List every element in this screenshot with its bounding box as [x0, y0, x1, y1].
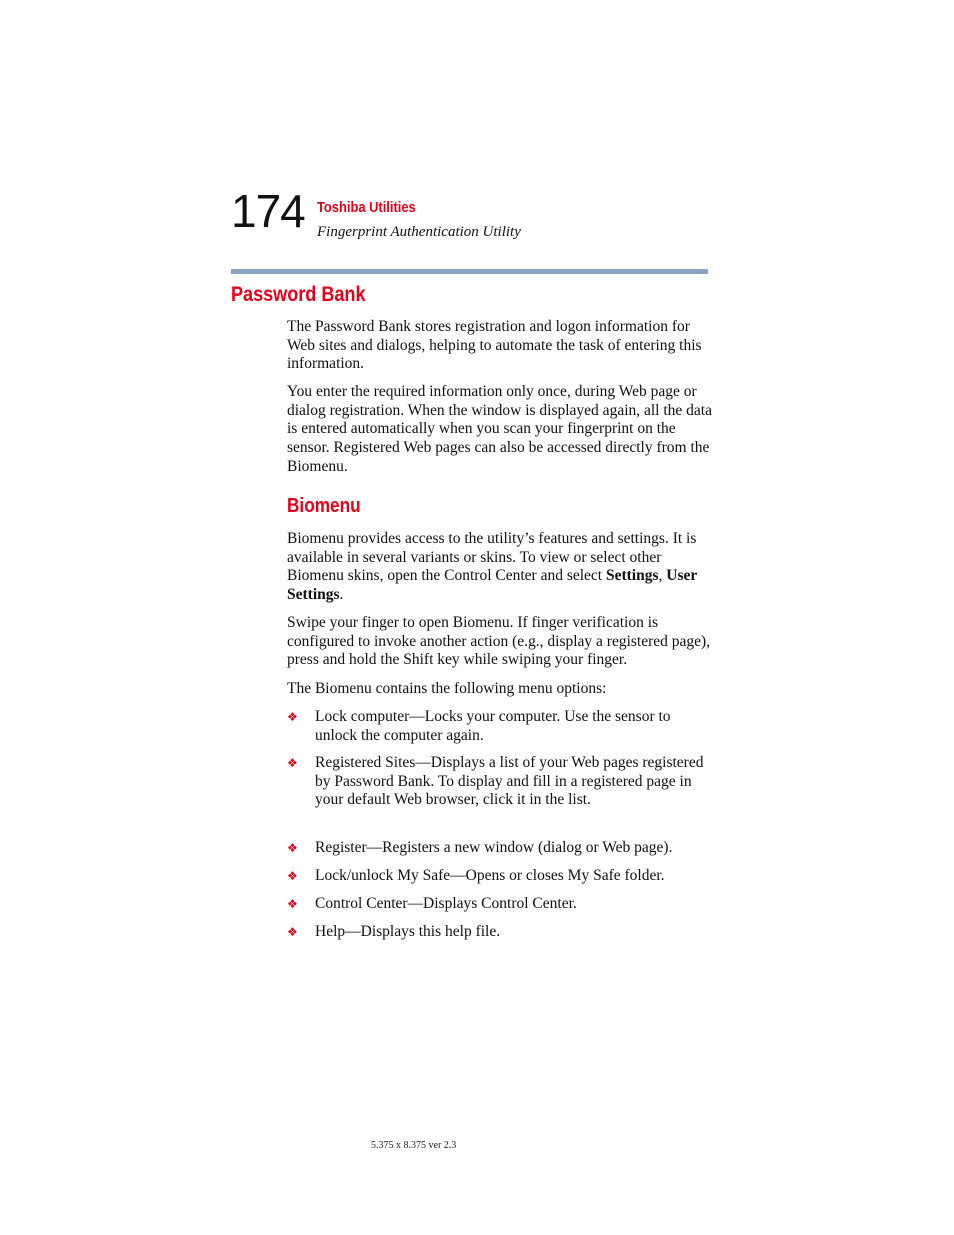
paragraph-text: The Biomenu contains the following menu options: [287, 680, 607, 697]
diamond-bullet-icon: ❖ [287, 897, 298, 911]
list-item-text: Control Center—Displays Control Center. [315, 895, 577, 912]
list-item [287, 923, 712, 942]
page-number: 174 [231, 185, 305, 237]
biomenu-paragraph-3 [287, 680, 712, 699]
paragraph-text: You enter the required information only once, during Web page or dialog registration. When the window is displayed again, all the data is entered automatically when you scan your fingerprint on the sensor. Registered Web pages can also be accessed directly from the Biomenu. [287, 383, 712, 475]
chapter-title: Toshiba Utilities [317, 199, 416, 216]
header-rule [231, 269, 708, 274]
list-item [287, 708, 712, 745]
biomenu-heading: Biomenu [287, 495, 361, 517]
page-footer: 5.375 x 8.375 ver 2.3 [371, 1140, 457, 1151]
list-item [287, 754, 712, 810]
biomenu-paragraph-1 [287, 530, 712, 605]
settings-term: Settings [605, 567, 659, 585]
biomenu-paragraph-2 [287, 614, 712, 670]
password-bank-heading: Password Bank [231, 283, 366, 306]
list-item [287, 895, 712, 914]
diamond-bullet-icon: ❖ [287, 756, 298, 770]
paragraph-body: Biomenu provides access to the utility’s features and settings. It is available in several variants or skins. To view or select other Biomenu skins, open the Control Center and select [287, 530, 697, 585]
diamond-bullet-icon: ❖ [287, 710, 298, 724]
list-item [287, 867, 712, 886]
paragraph-text: The Password Bank stores registration and logon information for Web sites and dialogs, helping to automate the task of entering this information. [287, 318, 702, 373]
list-item-text: Help—Displays this help file. [315, 923, 501, 940]
user-settings-term: User Settings [287, 567, 697, 604]
list-item [287, 839, 712, 858]
separator: , [658, 567, 667, 585]
diamond-bullet-icon: ❖ [287, 869, 298, 883]
list-item-text: Registered Sites—Displays a list of your Web pages registered by Password Bank. To display and fill in a registered page in your default Web browser, click it in the list. [315, 754, 704, 809]
diamond-bullet-icon: ❖ [287, 925, 298, 939]
password-bank-paragraph-1 [287, 318, 712, 374]
list-item-text: Lock/unlock My Safe—Opens or closes My Safe folder. [315, 867, 665, 884]
paragraph-text [287, 530, 712, 605]
section-subtitle: Fingerprint Authentication Utility [317, 224, 521, 240]
list-item-text: Register—Registers a new window (dialog or Web page). [315, 839, 673, 856]
diamond-bullet-icon: ❖ [287, 841, 298, 855]
list-item-text: Lock computer—Locks your computer. Use the sensor to unlock the computer again. [315, 708, 671, 744]
paragraph-text: Swipe your finger to open Biomenu. If finger verification is configured to invoke another action (e.g., display a registered page), press and hold the Shift key while swiping your finger. [287, 614, 711, 669]
period: . [339, 586, 344, 604]
password-bank-paragraph-2 [287, 383, 712, 477]
